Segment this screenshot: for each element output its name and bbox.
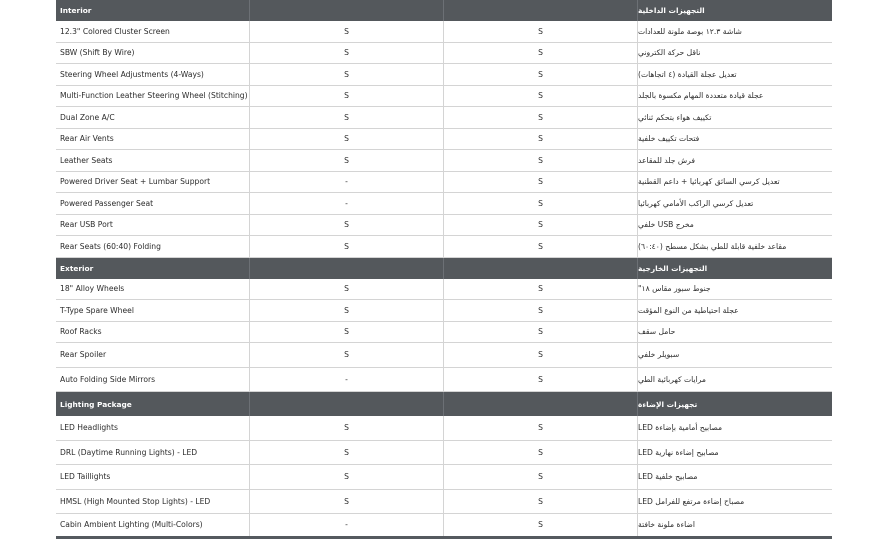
grade-1-value: S bbox=[250, 107, 444, 128]
feature-ar: اضاءة ملونة خافتة bbox=[638, 520, 695, 530]
table-row bbox=[56, 279, 832, 301]
grade-1-value: S bbox=[250, 343, 444, 367]
grade-1-value: S bbox=[250, 43, 444, 64]
table-row bbox=[56, 150, 832, 172]
grade-1-value: - bbox=[250, 514, 444, 536]
section-title-en: Lighting Package bbox=[56, 392, 250, 416]
table-row bbox=[56, 193, 832, 215]
section-blank-cell bbox=[444, 392, 638, 416]
feature-en: Auto Folding Side Mirrors bbox=[56, 368, 250, 392]
grade-1-value: S bbox=[250, 215, 444, 236]
grade-2-value: S bbox=[444, 514, 638, 536]
feature-ar: مصباح إضاءة مرتفع للفرامل LED bbox=[638, 496, 745, 506]
feature-en: Multi-Function Leather Steering Wheel (Stitching) bbox=[56, 86, 250, 107]
grade-2-value: S bbox=[444, 441, 638, 465]
grade-2-value: S bbox=[444, 465, 638, 489]
feature-ar: مخرج USB خلفي bbox=[638, 220, 694, 230]
feature-ar: تكييف هواء بتحكم ثنائي bbox=[638, 112, 712, 122]
grade-2-value: S bbox=[444, 64, 638, 85]
table-row bbox=[56, 172, 832, 194]
grade-1-value: S bbox=[250, 441, 444, 465]
table-row bbox=[56, 343, 832, 368]
table-row bbox=[56, 368, 832, 393]
grade-1-value: S bbox=[250, 150, 444, 171]
grade-1-value: - bbox=[250, 172, 444, 193]
feature-en: LED Headlights bbox=[56, 416, 250, 440]
feature-en: HMSL (High Mounted Stop Lights) - LED bbox=[56, 490, 250, 514]
section-blank-cell bbox=[250, 258, 444, 279]
grade-1-value: S bbox=[250, 490, 444, 514]
feature-en: SBW (Shift By Wire) bbox=[56, 43, 250, 64]
section-title-ar: التجهيزات الداخلية bbox=[638, 6, 705, 15]
grade-2-value: S bbox=[444, 322, 638, 343]
grade-1-value: - bbox=[250, 368, 444, 392]
grade-1-value: S bbox=[250, 129, 444, 150]
grade-1-value: S bbox=[250, 465, 444, 489]
feature-ar: مصابيح أمامية بإضاءة LED bbox=[638, 423, 723, 433]
table-row bbox=[56, 107, 832, 129]
table-row bbox=[56, 416, 832, 441]
grade-2-value: S bbox=[444, 107, 638, 128]
table-row bbox=[56, 21, 832, 43]
feature-ar: فرش جلد للمقاعد bbox=[638, 155, 696, 165]
feature-ar: مرايات كهربائية الطي bbox=[638, 374, 706, 384]
table-row bbox=[56, 465, 832, 490]
section-blank-cell bbox=[250, 0, 444, 21]
feature-ar: شاشة ١٢.٣ بوصة ملونة للعدادات bbox=[638, 26, 742, 36]
table-row bbox=[56, 215, 832, 237]
grade-2-value: S bbox=[444, 279, 638, 300]
grade-2-value: S bbox=[444, 129, 638, 150]
feature-en: Powered Passenger Seat bbox=[56, 193, 250, 214]
table-row bbox=[56, 441, 832, 466]
table-row bbox=[56, 64, 832, 86]
feature-en: LED Taillights bbox=[56, 465, 250, 489]
table-row bbox=[56, 129, 832, 151]
feature-en: Steering Wheel Adjustments (4-Ways) bbox=[56, 64, 250, 85]
grade-2-value: S bbox=[444, 343, 638, 367]
feature-ar: عجلة احتياطية من النوع المؤقت bbox=[638, 305, 739, 315]
feature-ar: سبويلر خلفي bbox=[638, 350, 680, 360]
section-blank-cell bbox=[444, 0, 638, 21]
table-row bbox=[56, 86, 832, 108]
grade-1-value: S bbox=[250, 64, 444, 85]
section-header-interior bbox=[56, 0, 832, 21]
feature-en: 12.3" Colored Cluster Screen bbox=[56, 21, 250, 42]
section-title-ar: التجهيزات الخارجية bbox=[638, 263, 708, 273]
feature-ar: جنوط سبور مقاس ١٨" bbox=[638, 284, 711, 294]
feature-en: Cabin Ambient Lighting (Multi-Colors) bbox=[56, 514, 250, 536]
feature-en: Rear Air Vents bbox=[56, 129, 250, 150]
grade-2-value: S bbox=[444, 416, 638, 440]
grade-1-value: S bbox=[250, 279, 444, 300]
feature-ar: تعديل عجلة القيادة (٤ اتجاهات) bbox=[638, 69, 737, 79]
grade-2-value: S bbox=[444, 150, 638, 171]
feature-en: DRL (Daytime Running Lights) - LED bbox=[56, 441, 250, 465]
grade-2-value: S bbox=[444, 193, 638, 214]
grade-1-value: S bbox=[250, 86, 444, 107]
table-row bbox=[56, 236, 832, 258]
feature-ar: مصابيح خلفية LED bbox=[638, 472, 698, 482]
feature-en: Roof Racks bbox=[56, 322, 250, 343]
grade-1-value: S bbox=[250, 21, 444, 42]
table-row bbox=[56, 490, 832, 515]
section-blank-cell bbox=[250, 392, 444, 416]
grade-2-value: S bbox=[444, 490, 638, 514]
grade-1-value: S bbox=[250, 236, 444, 257]
section-blank-cell bbox=[444, 258, 638, 279]
grade-1-value: S bbox=[250, 416, 444, 440]
table-row bbox=[56, 514, 832, 539]
feature-en: Rear Spoiler bbox=[56, 343, 250, 367]
feature-en: T-Type Spare Wheel bbox=[56, 300, 250, 321]
grade-2-value: S bbox=[444, 172, 638, 193]
feature-en: Powered Driver Seat + Lumbar Support bbox=[56, 172, 250, 193]
feature-ar: حامل سقف bbox=[638, 327, 676, 337]
grade-2-value: S bbox=[444, 215, 638, 236]
section-title-en: Exterior bbox=[56, 258, 250, 279]
grade-2-value: S bbox=[444, 300, 638, 321]
grade-2-value: S bbox=[444, 236, 638, 257]
grade-2-value: S bbox=[444, 368, 638, 392]
section-header-lighting-package bbox=[56, 392, 832, 416]
grade-2-value: S bbox=[444, 43, 638, 64]
feature-en: Rear Seats (60:40) Folding bbox=[56, 236, 250, 257]
feature-ar: تعديل كرسي الراكب الأمامي كهربائيا bbox=[638, 198, 754, 208]
feature-ar: عجلة قيادة متعددة المهام مكسوة بالجلد bbox=[638, 91, 764, 101]
feature-ar: ناقل حركة الكتروني bbox=[638, 48, 701, 58]
feature-ar: مصابيح إضاءة نهارية LED bbox=[638, 447, 719, 457]
feature-en: 18" Alloy Wheels bbox=[56, 279, 250, 300]
grade-1-value: - bbox=[250, 193, 444, 214]
feature-ar: فتحات تكييف خلفية bbox=[638, 134, 700, 144]
grade-1-value: S bbox=[250, 300, 444, 321]
grade-1-value: S bbox=[250, 322, 444, 343]
grade-2-value: S bbox=[444, 21, 638, 42]
spec-table bbox=[56, 0, 832, 539]
feature-ar: تعديل كرسي السائق كهربائيا + داعم القطنية bbox=[638, 177, 780, 187]
table-row bbox=[56, 43, 832, 65]
section-title-en: Interior bbox=[56, 0, 250, 21]
grade-2-value: S bbox=[444, 86, 638, 107]
section-header-exterior bbox=[56, 258, 832, 279]
feature-en: Leather Seats bbox=[56, 150, 250, 171]
table-row bbox=[56, 300, 832, 322]
table-row bbox=[56, 322, 832, 344]
section-title-ar: تجهيزات الإضاءة bbox=[638, 399, 698, 409]
feature-en: Dual Zone A/C bbox=[56, 107, 250, 128]
feature-ar: مقاعد خلفية قابلة للطي بشكل مسطح (٦٠:٤٠) bbox=[638, 241, 787, 251]
feature-en: Rear USB Port bbox=[56, 215, 250, 236]
